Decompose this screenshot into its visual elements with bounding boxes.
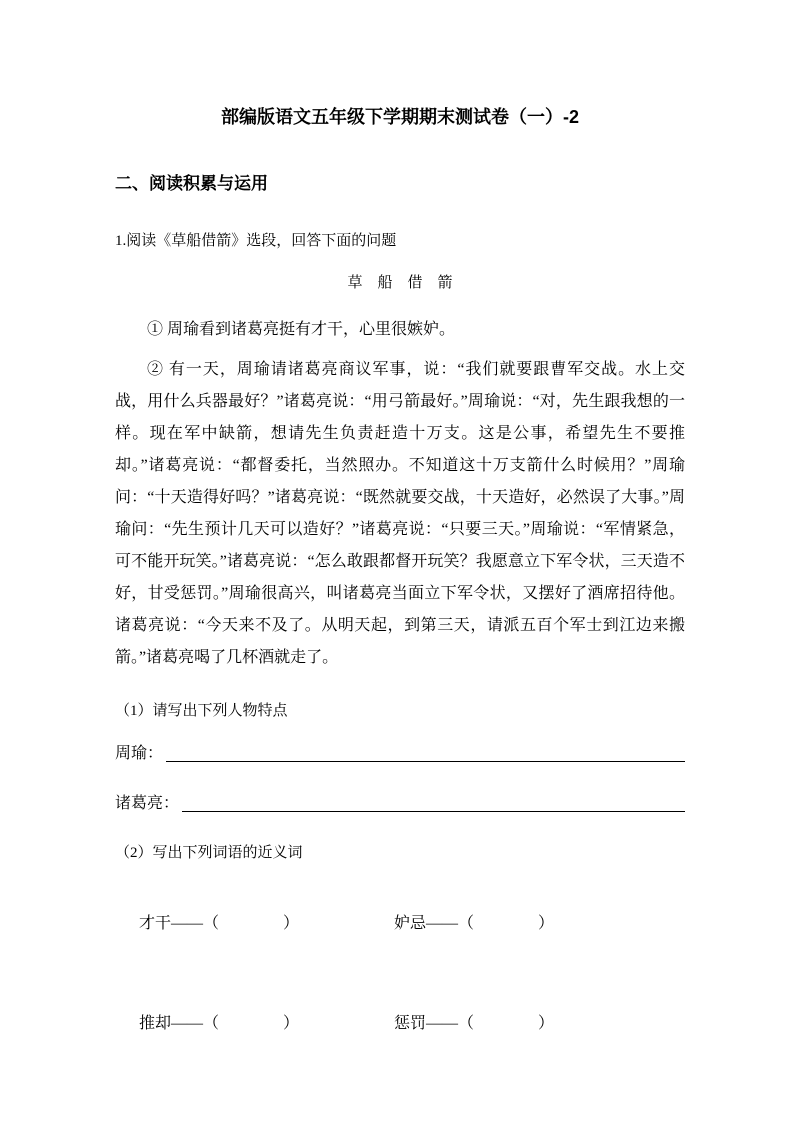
synonym-item-caigan [115,888,370,960]
synonym-item-chengfa [370,988,685,1060]
synonym-blank-caigan[interactable]: （ ） [203,915,300,932]
answer-blank-zhouyu[interactable] [166,761,685,762]
answer-label-zhouyu: 周瑜： [115,745,164,762]
synonym-word-chengfa: 惩罚—— [394,1015,459,1032]
sub-question-2-label: （2）写出下列词语的近义词 [115,845,303,861]
synonym-word-duji: 妒忌—— [394,915,459,932]
answer-label-zhugeliang: 诸葛亮： [115,795,180,812]
sub-question-1-label: （1）请写出下列人物特点 [115,703,288,719]
answer-row-zhugeliang [115,792,685,816]
synonym-grid [115,888,685,1060]
passage-paragraph-2: ② 有一天，周瑜请诸葛亮商议军事，说：“我们就要跟曹军交战。水上交战，用什么兵器最好？”诸葛亮说：“用弓箭最好。”周瑜说：“对，先生跟我想的一样。现在军中缺箭，想请先生负责赶造十万支。这是公事，希望先生不要推却。”诸葛亮说：“都督委托，当然照办。不知道这十万支箭什么时候用？”周瑜问：“十天造得好吗？”诸葛亮说：“既然就要交战，十天造好，必然误了大事。”周瑜问：“先生预计几天可以造好？”诸葛亮说：“只要三天。”周瑜说：“军情紧急，可不能开玩笑。”诸葛亮说：“怎么敢跟都督开玩笑？我愿意立下军令状，三天造不好，甘受惩罚。”周瑜很高兴，叫诸葛亮当面立下军令状，又摆好了酒席招待他。诸葛亮说：“今天来不及了。从明天起，到第三天，请派五百个军士到江边来搬箭。”诸葛亮喝了几杯酒就走了。 [115,361,685,666]
synonym-word-caigan: 才干—— [139,915,204,932]
section-heading: 二、阅读积累与运用 [115,174,268,193]
synonym-blank-duji[interactable]: （ ） [458,915,555,932]
synonym-blank-chengfa[interactable]: （ ） [458,1015,555,1032]
document-title: 部编版语文五年级下学期期末测试卷（一）-2 [220,107,579,127]
synonym-blank-tuique[interactable]: （ ） [203,1015,300,1032]
synonym-item-tuique [115,988,370,1060]
answer-row-zhouyu [115,742,685,766]
passage-title: 草 船 借 箭 [347,275,453,291]
synonym-item-duji [370,888,685,960]
question-intro: 1.阅读《草船借箭》选段，回答下面的问题 [115,233,397,249]
synonym-word-tuique: 推却—— [139,1015,204,1032]
answer-blank-zhugeliang[interactable] [182,811,685,812]
passage-paragraph-1: ① 周瑜看到诸葛亮挺有才干，心里很嫉妒。 [147,321,456,338]
